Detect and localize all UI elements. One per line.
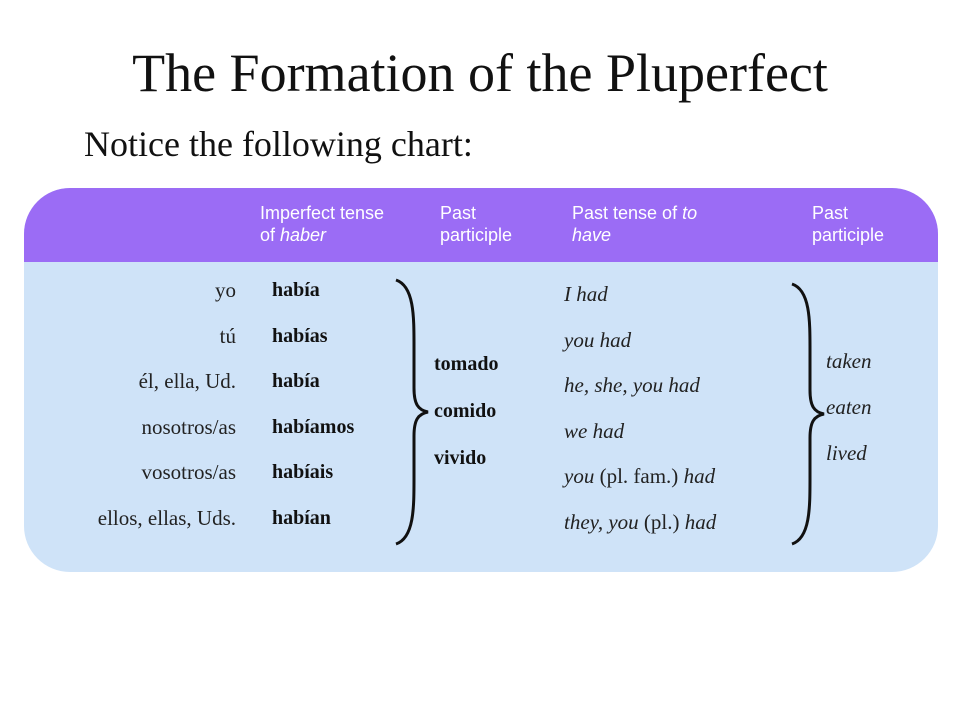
pronoun: vosotros/as xyxy=(141,460,236,484)
pronoun: tú xyxy=(219,323,236,348)
pronoun-column xyxy=(98,268,236,541)
haber-form: había xyxy=(272,370,320,392)
header-line: participle xyxy=(812,225,885,245)
chart-header xyxy=(24,188,938,262)
header-line: have xyxy=(572,225,612,245)
participle-column xyxy=(434,341,498,482)
subtitle: Notice the following chart: xyxy=(84,124,473,164)
english-participle: lived xyxy=(826,441,867,465)
english-had-column xyxy=(564,272,716,545)
haber-column xyxy=(272,268,354,541)
header-past-participle xyxy=(440,202,512,246)
english-had: you (pl. fam.) had xyxy=(564,464,716,488)
haber-form: habían xyxy=(272,506,331,529)
header-line: Imperfect tense xyxy=(260,203,385,223)
pronoun: ellos, ellas, Uds. xyxy=(97,505,236,530)
pronoun: yo xyxy=(215,278,236,302)
header-past-participle-english xyxy=(812,202,884,246)
participle: comido xyxy=(434,400,497,422)
right-brace-icon xyxy=(392,276,432,548)
pronoun: nosotros/as xyxy=(141,414,236,439)
haber-form: habías xyxy=(272,324,328,347)
english-participle: eaten xyxy=(826,395,872,419)
page-title: The Formation of the Pluperfect xyxy=(132,43,828,103)
right-brace-icon xyxy=(788,280,828,548)
header-line: Past xyxy=(440,203,477,223)
english-participle-column xyxy=(826,338,871,476)
english-had: they, you (pl.) had xyxy=(564,509,717,534)
header-line: participle xyxy=(440,225,513,245)
english-had: you had xyxy=(564,327,632,352)
header-past-tense-to-have xyxy=(572,202,697,246)
english-had: he, she, you had xyxy=(564,373,700,397)
header-line: Past tense of to xyxy=(572,203,698,223)
haber-form: había xyxy=(272,279,320,301)
participle: tomado xyxy=(434,353,499,375)
haber-form: habíais xyxy=(272,461,334,483)
participle: vivido xyxy=(434,447,487,469)
english-had: I had xyxy=(564,282,608,306)
header-line: of haber xyxy=(260,225,327,245)
english-participle: taken xyxy=(826,349,872,373)
pluperfect-chart xyxy=(24,188,938,572)
pronoun: él, ella, Ud. xyxy=(138,369,236,393)
haber-form: habíamos xyxy=(272,415,355,438)
header-line: Past xyxy=(812,203,849,223)
header-imperfect-haber xyxy=(260,202,384,246)
english-had: we had xyxy=(564,418,625,443)
